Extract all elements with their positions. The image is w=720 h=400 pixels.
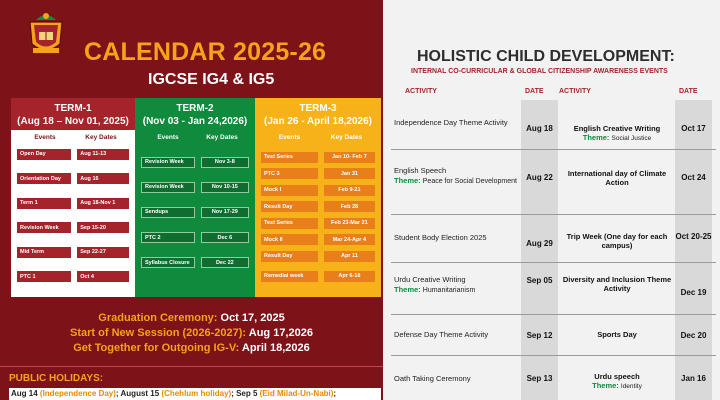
holistic-title: HOLISTIC CHILD DEVELOPMENT: — [417, 48, 675, 65]
announcement-value: April 18,2026 — [239, 342, 310, 354]
term-1-column-headers — [17, 130, 129, 144]
announcement-label: Get Together for Outgoing IG-V: — [73, 342, 240, 354]
term-event: Mock II — [261, 234, 318, 245]
activity-name — [394, 275, 524, 295]
term-row — [141, 232, 249, 244]
term-event: Mock I — [261, 185, 318, 196]
activity-row — [391, 150, 716, 215]
term-date: Dec 6 — [201, 232, 249, 243]
term-event: Remedial week — [261, 271, 318, 282]
holiday-name: (Chehlum holiday) — [161, 389, 232, 398]
term-row — [17, 271, 129, 283]
public-holidays-list — [9, 388, 381, 400]
theme-value: Identity — [620, 383, 642, 390]
term-row — [17, 246, 129, 258]
term-row — [17, 222, 129, 234]
activity-row — [391, 100, 716, 150]
events-header: Events — [157, 133, 179, 141]
term-date: Oct 4 — [77, 271, 129, 282]
term-3-column-headers — [261, 130, 375, 144]
theme-value: Social Justice — [611, 135, 652, 142]
holistic-development-panel — [383, 0, 720, 400]
term-row — [141, 156, 249, 168]
announcement-value: Aug 17,2026 — [246, 327, 313, 339]
activity-date-2: Dec 19 — [680, 288, 707, 297]
announcement-label: Start of New Session (2026-2027): — [70, 327, 247, 339]
term-date: Nov 3-8 — [201, 157, 249, 168]
term-date: Feb 28 — [324, 201, 375, 212]
activity-row — [391, 263, 716, 315]
term-row — [261, 184, 375, 196]
activity-name: Student Body Election 2025 — [394, 233, 487, 242]
date-header: DATE — [679, 88, 698, 95]
term-range: (Nov 03 - Jan 24,2026) — [142, 116, 248, 127]
term-date: Apr 6-18 — [324, 271, 375, 282]
term-row — [261, 201, 375, 213]
term-name: TERM-2 — [176, 103, 214, 114]
term-row — [261, 217, 375, 229]
theme-value: Peace for Social Development — [422, 177, 517, 185]
new-session-announcement — [0, 327, 383, 339]
term-date: Nov 10-15 — [201, 182, 249, 193]
term-row — [261, 234, 375, 246]
announcement-label: Graduation Ceremony: — [98, 312, 218, 324]
public-holidays-title: PUBLIC HOLIDAYS: — [9, 373, 104, 384]
term-3-panel — [255, 98, 381, 297]
term-date: Jan 31 — [324, 168, 375, 179]
term-event: PTC 2 — [141, 232, 195, 243]
activity-row — [391, 215, 716, 263]
activity-date-2: Jan 16 — [681, 374, 706, 383]
term-event: PTC 3 — [261, 168, 318, 179]
holiday-text: ; August 15 — [115, 389, 162, 398]
term-name: TERM-3 — [299, 103, 337, 114]
term-row — [261, 270, 375, 282]
theme-label: Theme: — [394, 175, 421, 185]
term-event: Sendups — [141, 207, 195, 218]
key-dates-header: Key Dates — [85, 133, 117, 141]
activity-date: Aug 22 — [526, 173, 553, 182]
theme-label: Theme: — [582, 133, 610, 142]
theme-label: Theme: — [592, 381, 619, 390]
activity-name — [394, 166, 524, 186]
activity-name: Defense Day Theme Activity — [394, 330, 489, 339]
term-date: Sep 22-27 — [77, 247, 129, 258]
activity-title: English Creative Writing — [573, 124, 661, 133]
term-event: Revision Week — [17, 222, 71, 233]
term-1-header — [11, 98, 135, 130]
holiday-name: (Independence Day) — [39, 389, 116, 398]
events-header: Events — [278, 133, 301, 141]
term-row — [17, 173, 129, 185]
term-name: TERM-1 — [54, 103, 92, 114]
date-header: DATE — [525, 88, 544, 95]
holistic-subtitle: INTERNAL CO-CURRICULAR & GLOBAL CITIZENSHIP AWARENESS EVENTS — [411, 68, 668, 75]
activity-name-2: Trip Week (One day for each campus) — [566, 232, 668, 250]
activity-title: English Speech — [394, 166, 447, 175]
term-event: Result Day — [261, 201, 318, 212]
term-date: Mar 24-Apr 4 — [324, 234, 375, 245]
term-2-header — [141, 98, 249, 130]
term-row — [17, 197, 129, 209]
activity-date-2: Oct 20-25 — [675, 232, 712, 241]
term-row — [141, 181, 249, 193]
activity-header: ACTIVITY — [559, 88, 591, 95]
theme-label: Theme: — [394, 284, 421, 294]
activity-name-2: Sports Day — [597, 330, 637, 339]
activity-name-2: Diversity and Inclusion Theme Activity — [562, 275, 672, 293]
activity-title: Urdu speech — [594, 372, 640, 381]
term-date: Feb 23-Mar 21 — [324, 218, 375, 229]
activity-name-2: International day of Climate Action — [567, 169, 667, 187]
term-row — [17, 148, 129, 160]
term-event: Term 1 — [17, 198, 71, 209]
term-date: Sep 15-20 — [77, 222, 129, 233]
term-range: (Jan 26 - April 18,2026) — [263, 116, 372, 127]
term-event: Revision Week — [141, 182, 195, 193]
term-row — [261, 250, 375, 262]
term-row — [141, 206, 249, 218]
term-event: Orientation Day — [17, 173, 71, 184]
activity-title: Urdu Creative Writing — [394, 275, 466, 284]
term-event: Syllabus Closure — [141, 257, 195, 268]
activity-date-2: Oct 17 — [681, 124, 706, 133]
term-event: Result Day — [261, 251, 318, 262]
get-together-announcement — [0, 342, 383, 354]
holiday-name: (Eid Milad-Un-Nabi) — [259, 389, 334, 398]
term-event: Open Day — [17, 149, 71, 160]
term-event: Test Series — [261, 152, 318, 163]
key-dates-header: Key Dates — [206, 133, 238, 141]
term-2-panel — [135, 98, 255, 297]
term-3-header — [261, 98, 375, 130]
term-1-panel — [11, 98, 135, 297]
activity-name: Oath Taking Ceremony — [394, 374, 471, 383]
calendar-title: CALENDAR 2025-26 — [84, 38, 327, 66]
term-2-column-headers — [141, 130, 249, 144]
activity-date: Aug 29 — [526, 239, 553, 248]
school-crest-icon — [24, 10, 68, 58]
term-event: Revision Week — [141, 157, 195, 168]
activity-name-2 — [558, 124, 676, 143]
holiday-text: Aug 14 — [11, 389, 40, 398]
events-header: Events — [34, 133, 56, 141]
term-date: Dec 22 — [201, 257, 249, 268]
announcement-value: Oct 17, 2025 — [217, 312, 285, 324]
activity-date-2: Oct 24 — [681, 173, 706, 182]
activity-header: ACTIVITY — [405, 88, 437, 95]
activity-name: Independence Day Theme Activity — [394, 118, 508, 127]
activity-date: Sep 05 — [526, 276, 553, 285]
activity-date: Sep 12 — [526, 331, 553, 340]
holiday-text: ; Sep 5 — [231, 389, 260, 398]
term-event: Test Series — [261, 218, 318, 229]
graduation-announcement — [0, 312, 383, 324]
activity-name-2 — [558, 372, 676, 391]
term-date: Aug 11-13 — [77, 149, 129, 160]
term-row — [261, 168, 375, 180]
term-range: (Aug 18 – Nov 01, 2025) — [17, 116, 129, 127]
activity-row — [391, 315, 716, 356]
term-date: Aug 18-Nov 1 — [77, 198, 129, 209]
term-event: PTC 1 — [17, 271, 71, 282]
theme-value: Humanitarianism — [422, 286, 476, 294]
calendar-subtitle: IGCSE IG4 & IG5 — [148, 71, 275, 88]
term-row — [261, 151, 375, 163]
holiday-text: ; — [333, 389, 337, 398]
activity-date: Sep 13 — [526, 374, 553, 383]
term-row — [141, 257, 249, 269]
term-date: Aug 16 — [77, 173, 129, 184]
activity-date: Aug 18 — [526, 124, 553, 133]
term-date: Apr 11 — [324, 251, 375, 262]
activity-date-2: Dec 20 — [680, 331, 707, 340]
activity-row — [391, 356, 716, 400]
term-date: Feb 9-21 — [324, 185, 375, 196]
term-date: Nov 17-29 — [201, 207, 249, 218]
key-dates-header: Key Dates — [330, 133, 363, 141]
term-date: Jan 10- Feb 7 — [324, 152, 375, 163]
term-event: Mid Term — [17, 247, 71, 258]
